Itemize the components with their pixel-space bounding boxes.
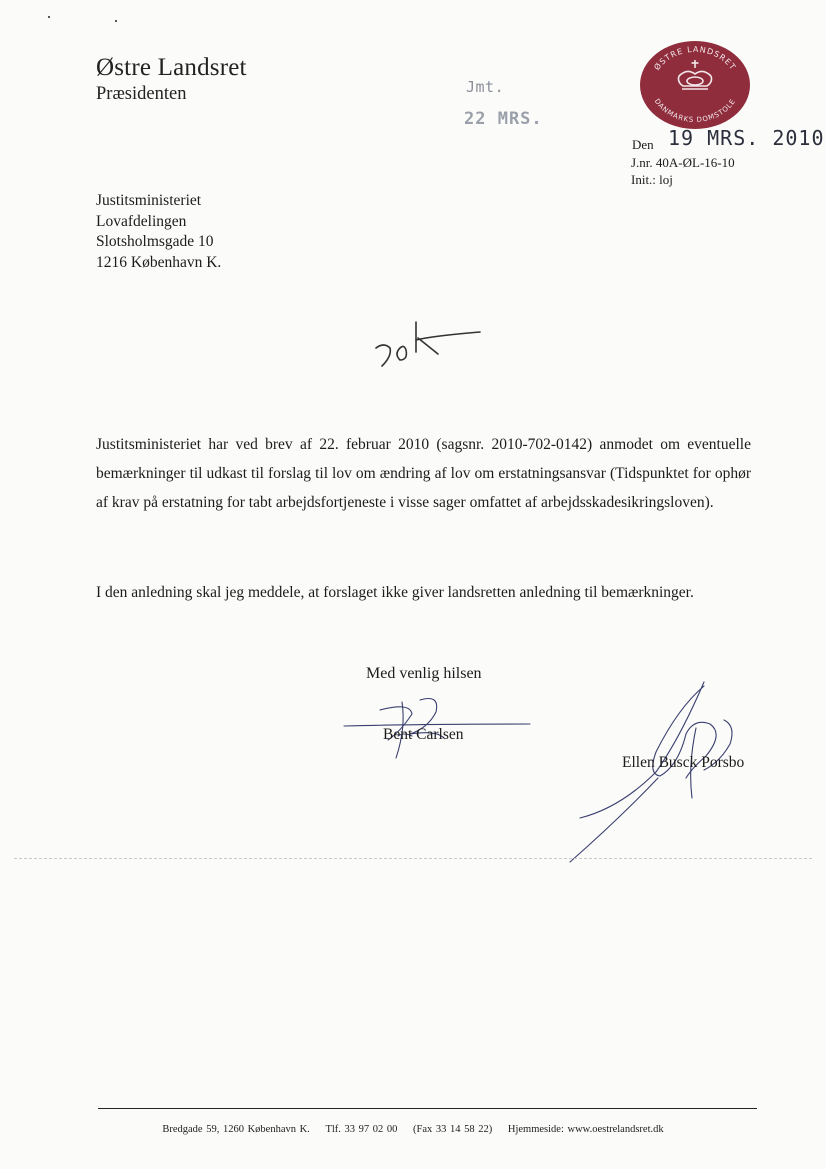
- handwritten-note: [372, 318, 487, 373]
- signature-ellen-busck-porsbo: [560, 678, 750, 878]
- scan-speck: [115, 20, 117, 22]
- address-line: 1216 København K.: [96, 253, 222, 271]
- received-stamp-initials: Jmt.: [466, 78, 505, 96]
- footer-rule: [98, 1108, 757, 1109]
- footer-address: Bredgade 59, 1260 København K.: [162, 1124, 310, 1135]
- journal-number: J.nr. 40A-ØL-16-10: [631, 155, 735, 170]
- initials: Init.: loj: [631, 172, 673, 187]
- seal-top-text: ØSTRE LANDSRET: [652, 44, 738, 72]
- date-stamp: 19 MRS. 2010: [668, 126, 825, 150]
- footer-website: Hjemmeside: www.oestrelandsret.dk: [507, 1124, 664, 1135]
- footer-phone: Tlf. 33 97 02 00: [325, 1124, 398, 1135]
- date-label: Den: [632, 137, 654, 152]
- court-seal-icon: [639, 40, 751, 130]
- court-subtitle: Præsidenten: [96, 84, 187, 104]
- signatory-1-name: Bent Carlsen: [383, 726, 464, 743]
- signatory-2-name: Ellen Busck Porsbo: [622, 754, 745, 771]
- closing-greeting: Med venlig hilsen: [366, 665, 482, 682]
- body-paragraph-2: I den anledning skal jeg meddele, at forslaget ikke giver landsretten anledning til bemærkninger.: [96, 584, 694, 601]
- court-name: Østre Landsret: [96, 54, 247, 81]
- footer: [0, 1124, 826, 1135]
- scan-speck: [48, 16, 50, 18]
- address-line: Slotsholmsgade 10: [96, 233, 214, 250]
- footer-fax: (Fax 33 14 58 22): [413, 1124, 493, 1135]
- seal-bottom-text: DANMARKS DOMSTOLE: [652, 97, 738, 125]
- received-stamp-date: 22 MRS.: [464, 109, 543, 129]
- address-line: Lovafdelingen: [96, 212, 187, 230]
- address-line: Justitsministeriet: [96, 192, 202, 209]
- recipient-address: [96, 191, 221, 273]
- scan-fold-line: [14, 858, 812, 859]
- body-paragraph-1: Justitsministeriet har ved brev af 22. februar 2010 (sagsnr. 2010-702-0142) anmodet om eventuelle bemærkninger til udkast til forslag til lov om ændring af lov om erstatningsansvar (Tidspunktet for ophør af krav på erstatning for tabt arbejdsfortjeneste i visse sager omfattet af arbejdsskadesikringsloven).: [96, 436, 751, 511]
